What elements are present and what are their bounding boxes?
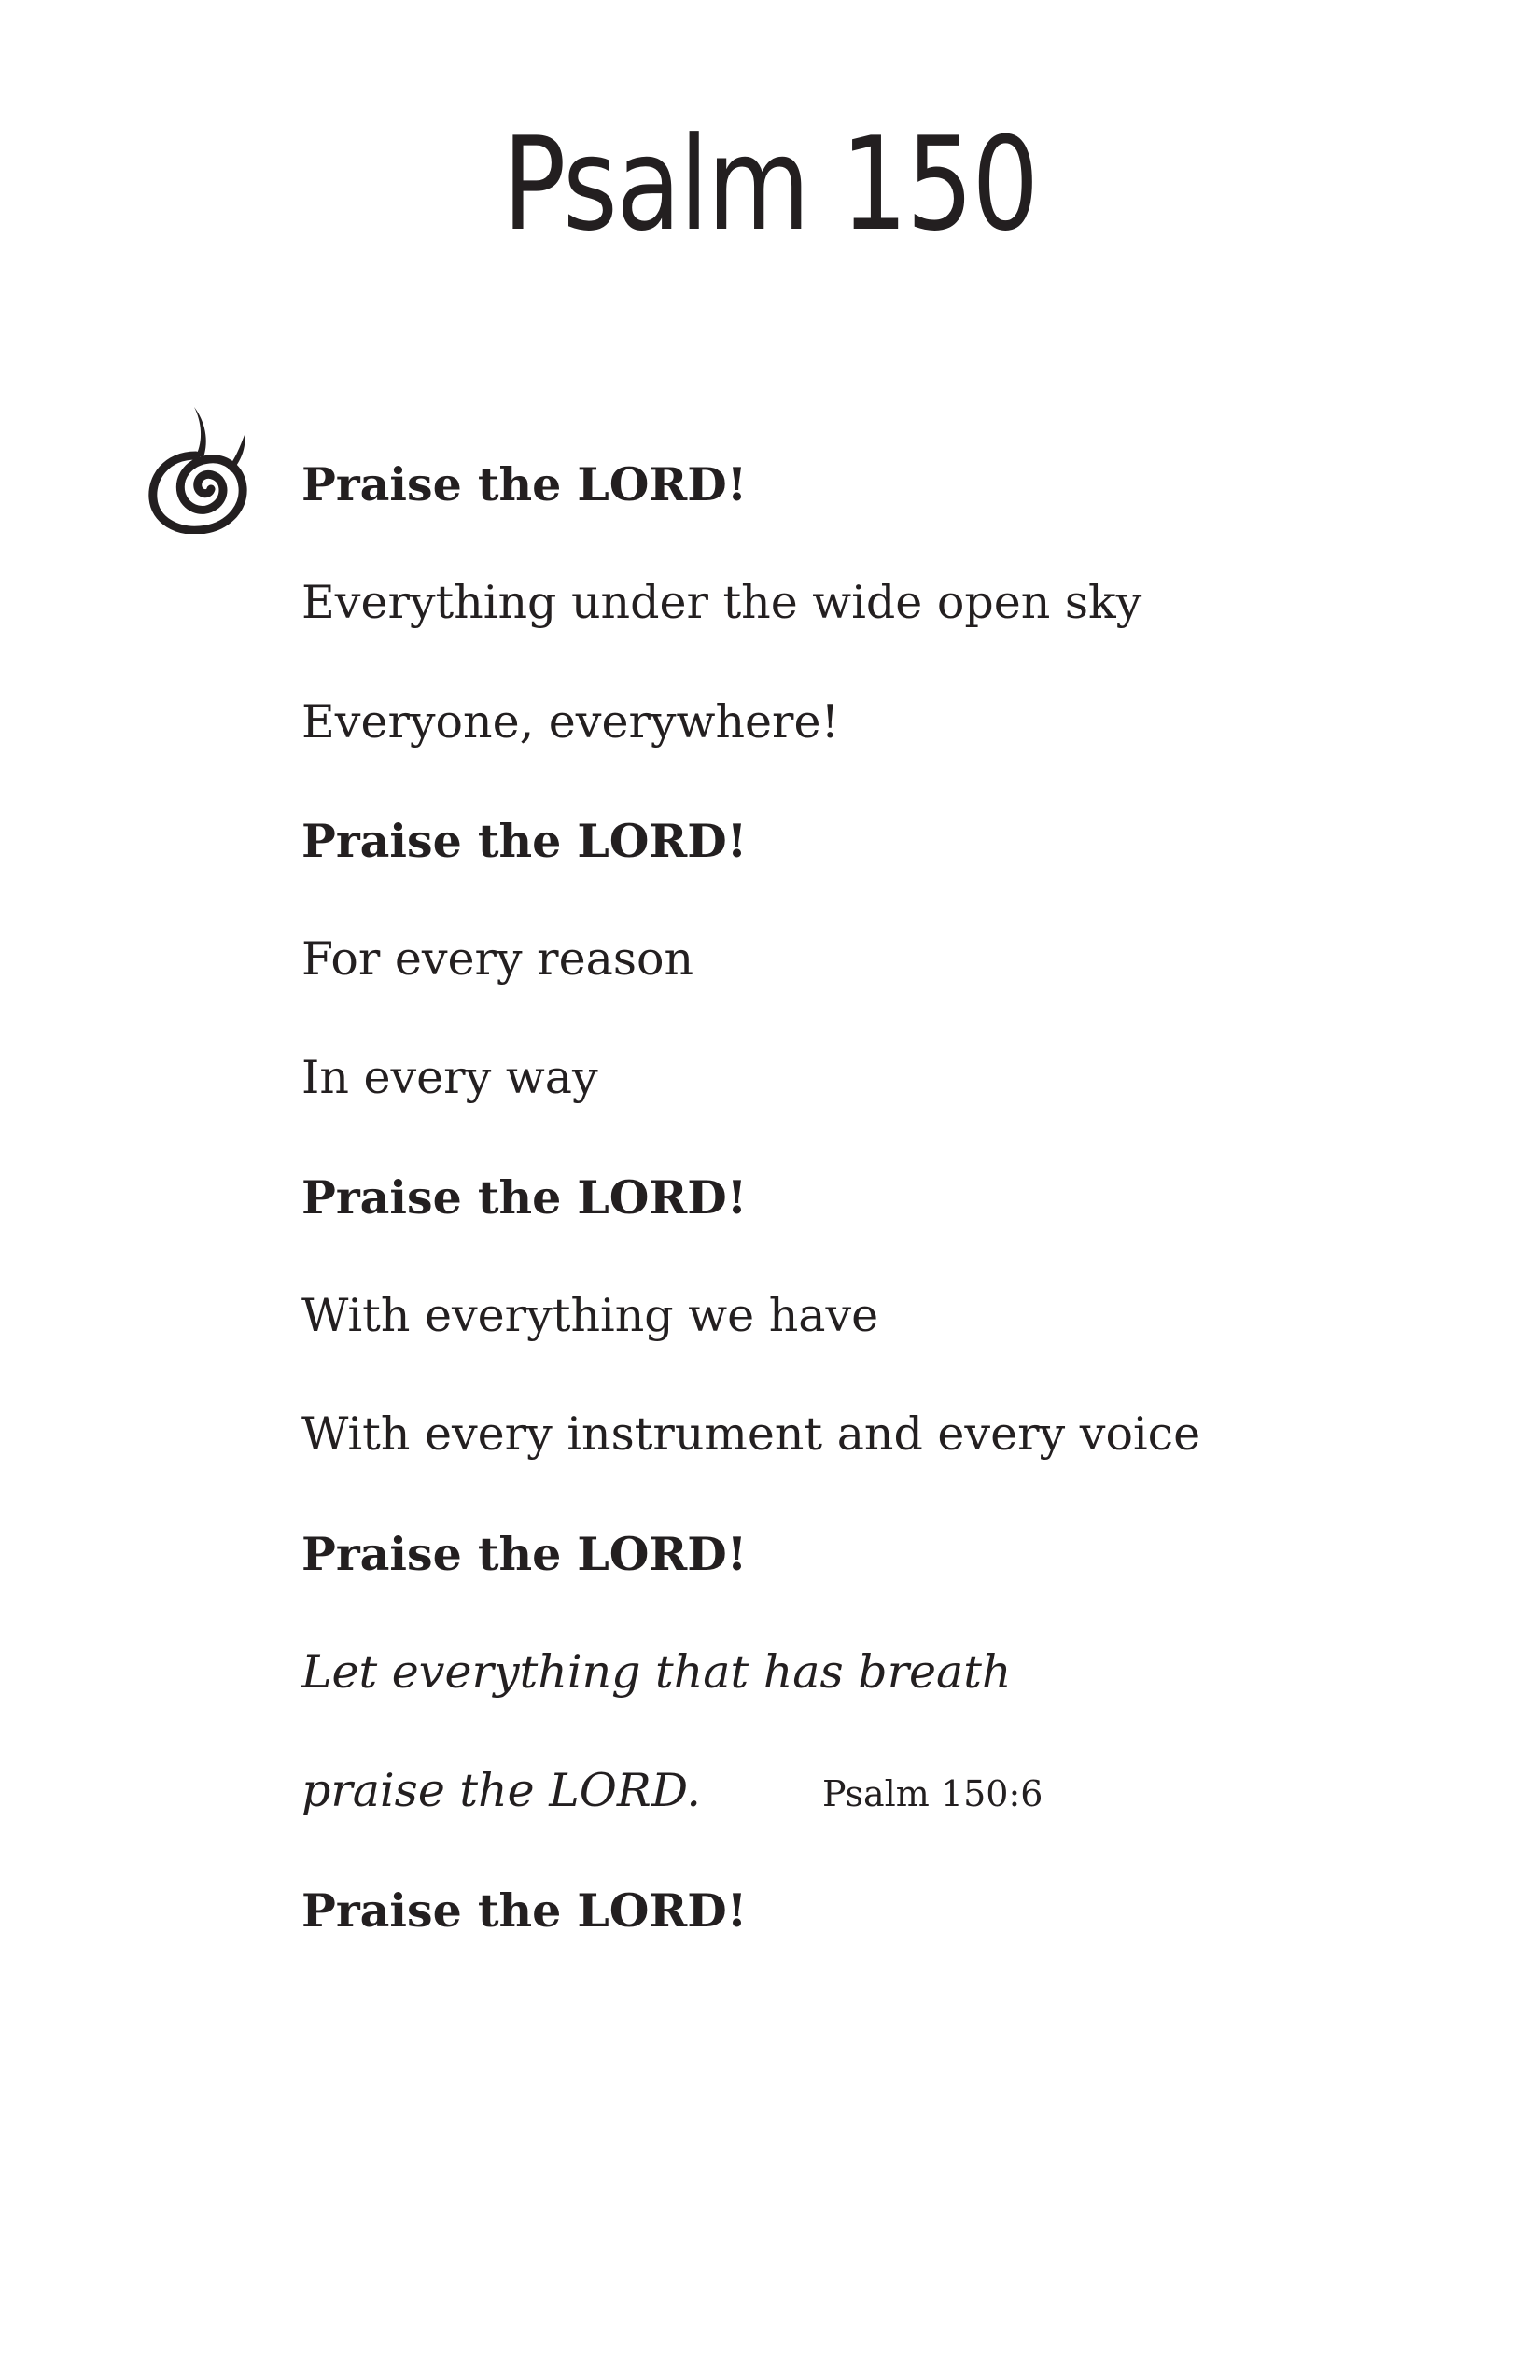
citation: Psalm 150:6: [821, 1773, 1043, 1815]
line-6: In every way: [301, 1051, 598, 1105]
line-8: With everything we have: [301, 1289, 879, 1343]
line-12: [301, 1762, 1421, 1881]
line-2: Everything under the wide open sky: [301, 576, 1142, 630]
page-title: Psalm 150: [502, 109, 1038, 259]
line-praise-1: Praise the LORD!: [301, 457, 748, 511]
line-praise-4: Praise the LORD!: [301, 1526, 748, 1581]
line-12-text: praise the LORD.: [301, 1764, 701, 1818]
line-11: Let everything that has breath: [301, 1645, 1012, 1699]
line-praise-3: Praise the LORD!: [301, 1169, 748, 1225]
line-5: For every reason: [301, 932, 694, 987]
line-9: With every instrument and every voice: [301, 1407, 1201, 1462]
line-praise-5: Praise the LORD!: [301, 1883, 748, 1938]
swirl-icon: [147, 403, 250, 534]
line-praise-2: Praise the LORD!: [301, 813, 748, 868]
line-3: Everyone, everywhere!: [301, 694, 840, 749]
psalm-lines: [301, 455, 1421, 2000]
